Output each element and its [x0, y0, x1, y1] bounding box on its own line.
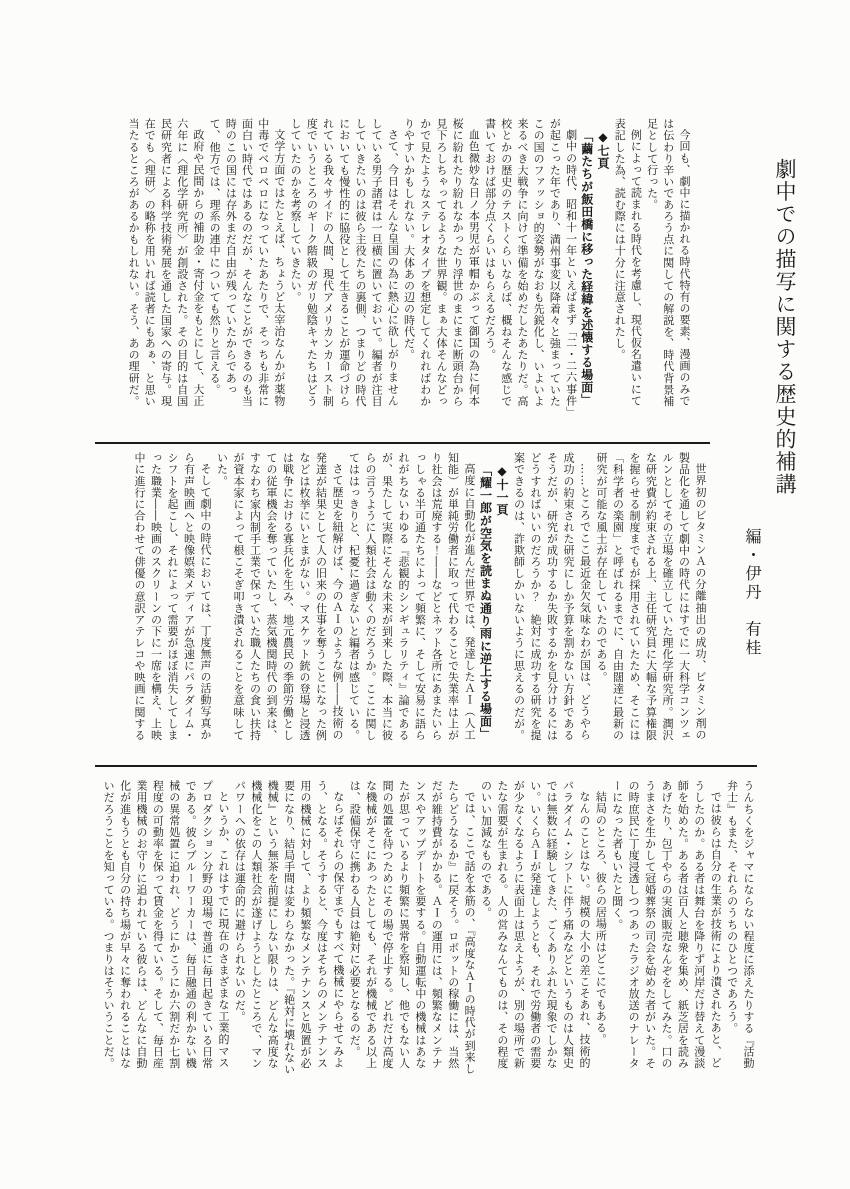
paragraph: 血色微妙な日ノ本男児が軍帽かぶって御国の為に何本桜に紛れたり紛れなかったり浮世のまにまに断頭台から見下ろしちゃってるような世界観。まぁ大体そんなどっかで見たようなステレオタイプを想定してくれればわかりやすいかもしれない。大体あの辺の時代だ。: [402, 118, 481, 407]
text-band-bottom: [98, 780, 756, 1076]
page-title: 劇中での描写に関する歴史的補講: [772, 158, 797, 496]
paragraph: うんちくをジャマにならない程度に添えたりする『活動弁士』もまた、それらのうちのひとつであろう。: [725, 780, 755, 1069]
paragraph: では、ここで話を本筋の、『高度なＡＩの時代が到来したらどうなるか』に戻そう。ロボットの稼働には、当然だが維持費がかかる。ＡＩの運用には、頻繁なメンテナンスやアップデートを要する。自動運転中の機械はあなたが思っているより頻繁に異常を察知し、他でもない人間の処置を待つためにその場で停止する。どれだけ高度な機械がそこにあったとしても、それが機械である以上は、設備保守に携わる人員は絶対に必要となるのだ。: [348, 780, 477, 1075]
paragraph: 例によって読まれる時代を考慮し、現代仮名遣いにて表記した為、読む際には十分に注意されたし。: [613, 118, 643, 407]
section-page-ref: ◆十一頁: [495, 464, 509, 517]
editor-credit: 編・伊丹 有桂: [743, 528, 762, 658]
paragraph: ……ところでここ最近金欠気味なわが国は、どうやら成功の約束された研究にしか予算を割かない方針であるそうだが、研究が成功するか失敗するかを見分けるにはどうすればいいのだろうか？ 絶対に成功する研究を提案できるのは、詐欺師しかいないように思えるのだが。: [512, 452, 592, 741]
section-scene-title: 「耀一郎が空気を読まぬ通り雨に逆上する場面」: [478, 464, 493, 741]
section-scene-title: 「繭たちが飯田橋に移った経緯を述懐する場面」: [579, 130, 594, 407]
horizontal-rule: [95, 765, 757, 767]
paragraph: そして劇中の時代においては、丁度無声の活動写真から有声映画へと映像娯楽メディアが急速にパラダイム・シフトを起こし、それによって需要がほぼ消失してしまった職業――映画のスクリーンの下に一席を構え、上映中に進行に合わせて俳優の意訳アテレコや映画に関する: [133, 452, 212, 741]
paragraph: 政府や民間からの補助金・寄付金をもとにして、大正六年に〈理化学研究所〉が創設された。その目的は自国民研究者による科学技術発展を通した国家への寄与。現在でも〈理研〉の略称を用いれば読者にもあぁ、と思い当たるところがあるかもしれない。そう、あの理研だ。: [127, 118, 205, 407]
paragraph: さて、今日はそんな皇国の為に熱心に欲しがりませんしている男子諸君は一旦横に置いておいて。編者が注目していきたいのは彼ら主役たちの裏側、つまりどの時代においても慢性的に脇役として生きることが運命づけられている我々サイドの人間、現代アメリカンカースト制度でいうところのギーク階級のガリ勉陰キャたちはどうしていたのかを考察していきたい。: [289, 118, 400, 407]
paragraph: 劇中の時代、昭和十一年といえばまず「二・二六事件」が起こった年であり、満州事変以降着々と強まっていたこの国のファッショ的姿勢がなおも先鋭化し、いよいよ来るべき大戦争に向けて準備を始めだしたあたりだ。高校とかの歴史のテストくらいならば、概ねそんな感じで書いておけば部分点くらいはもらえるだろう。: [483, 118, 578, 413]
paragraph: 高度に自動化が進んだ世界では、発達したＡＩ（人工知能）が単純労働者に取って代わることで失業率は上がり社会は荒廃する！――などとネット各所にあまたいらっしゃる半可通たちによって頻繁に、そして安易に語られがちないわゆる『悲観的シンギュラリティ』論であるが、果たして実際にそんな未来が到来した際、本当に彼らの言うように人類社会は動くのだろうか。ここに関してははっきりと、杞憂に過ぎないと編者は感じている。: [347, 452, 476, 741]
paragraph: では彼らは自分の生業が技術により潰されたあと、どうしたのか。ある者は舞台を降りず河岸だけ替えて漫談師を始めた。ある者は百人と聴衆を集め、紙芝居を読みあげたり、包丁やらの実演販売なんぞをしてみた。口のうまさを生かして冠婚葬祭の司会を始めた者がいた。その時庶民に丁度浸透しつつあったラジオ放送のナレーターになった者もいたと聞く。: [610, 780, 723, 1069]
paragraph: さて歴史を紐解けば、今のＡＩのような例――技術の発達が結果として人の旧来の仕事を奪うことになった例などは枚挙にいとまがない。マスケット銃の登場と浸透は戦争における寡兵化を生み、地元農民の季節労働としての従軍機会を奪っていたし、蒸気機関時代の到来は、すなわち家内制手工業で保っていた職人たちの食い扶持が資本家によって根こそぎ叩き潰されることを意味していた。: [215, 452, 344, 741]
paragraph: なんのことはない。規模の大小の差こそあれ、技術的パラダイム・シフトに伴う痛みなどというものは人類史では無数に経験してきた、ごくありふれた現象でしかない。いくらＡＩが発達しようとも、それで労働者の需要が少なくなるように表面上は思えようが、別の場所で新たな需要が生まれる。人の営みなんてものは、その程度のいい加減なものである。: [479, 780, 591, 1069]
section-page-ref: ◆七頁: [595, 130, 610, 170]
paragraph: 世界初のビタミンＡの分離抽出の成功、ビタミン剤の製品化を通して劇中の時代にはすでに一大科学コンツェルンとしてその立場を確立していた理化学研究所。潤沢な研究費が約束される上、主任研究員に大幅な予算権限を握らせる制度までもが採用されていたため、そこには「科学者の楽園」と呼ばれるまでに、自由闊達に最新の研究が可能な風土が存在していたのである。: [595, 452, 707, 741]
paragraph: 今回も、劇中に描かれる時代特有の要素、漫画のみでは伝わり辛いであろう点に関しての解説を、時代背景補足として行った。: [645, 118, 691, 407]
paragraph: というか、これはすでに現在のさまざまな工業的マスプロダクション分野の現場で普通に毎日起きている日常である。彼らブルーワーカーは、毎日融通の利かない機械の異常処置に追われ、どうにかこうにか六割だか七割程度の可動率を保って賃金を得ている。そして、毎日産業用機械のお守りに追われている彼らは、どんなに自動化が進もうとも自分の持ち場が早々に奪われることはないだろうことを知っている。つまりはそういうことだ。: [102, 780, 230, 1069]
horizontal-rule: [95, 442, 710, 444]
paragraph: ならばそれらの保守までもすべて機械にやらせてみよう、となる。そうすると、今度はそちらのメンテナンス用の機械に対して、より頻繁なメンテナンスと処置が必要になり、結局手間は変わらなかった。『絶対に壊れない機械』という無茶を前提にしない限りは、どんな高度な機械化をこの人類社会が遂げようとしたところで、マンパワーへの依存は運命的に避けられないのだ。: [233, 780, 345, 1075]
paragraph: 結局のところ、彼らの居場所はどこにでもある。: [594, 791, 608, 1046]
text-band-top: [90, 118, 692, 414]
paragraph: 文学方面ではたとえば、ちょうど太宰治なんかが薬物中毒でベロベロになっていたあたりで、そっちも非常に面白い時代ではあるのだが、そんなことができるのも当時のこの国には存外まだ自由が残っていたからであって、他方では、理系の連中についても然りと言える。: [208, 118, 286, 407]
text-band-middle: [95, 452, 708, 748]
